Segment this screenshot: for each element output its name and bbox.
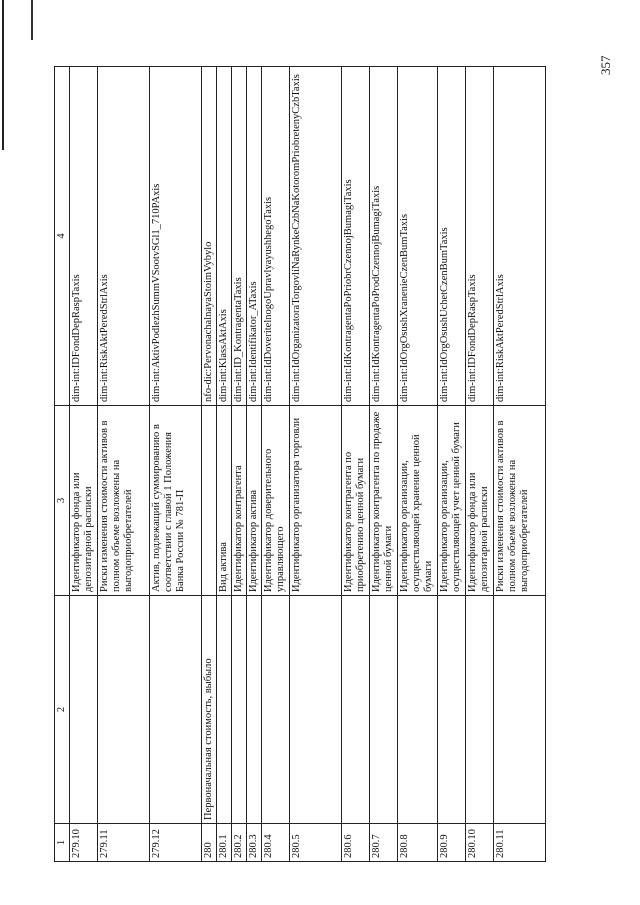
table-cell-description: Идентификатор контрагента (232, 406, 247, 596)
table-cell-dimension: dim-int:AktivPodlezhSummVSootvSGl1_710PAxis (150, 67, 202, 406)
table-cell-description: Идентификатор актива (247, 406, 262, 596)
table-row (290, 67, 342, 862)
table-row (98, 67, 150, 862)
table-cell-num: 280.9 (438, 824, 466, 862)
table-row (466, 67, 494, 862)
table-cell-description: Идентификатор организации, осуществляющей учет ценной бумаги (438, 406, 466, 596)
table-cell-dimension: dim-int:IdOrganizatoraTorgovliNaRynkeCzbNaKotoromPriobretenyCzbTaxis (290, 67, 342, 406)
table-cell-name (150, 596, 202, 824)
table-row (247, 67, 262, 862)
table-cell-dimension: dim-int:RiskAktPeredStrlAxis (98, 67, 150, 406)
table-cell-num: 279.11 (98, 824, 150, 862)
table-cell-name (70, 596, 98, 824)
table-cell-dimension: dim-int:IdOrgOsushXranenieCzenBumTaxis (398, 67, 438, 406)
table-cell-dimension: dim-int:IDFondDepRaspTaxis (70, 67, 98, 406)
table-cell-num: 280.1 (217, 824, 232, 862)
table-cell-description: Риски изменения стоимости активов в полном объеме возложены на выгодоприобретателей (98, 406, 150, 596)
table-row (150, 67, 202, 862)
table-cell-description: Идентификатор доверительного управляющего (262, 406, 290, 596)
table-row (494, 67, 546, 862)
table-row (398, 67, 438, 862)
table-cell-description: Идентификатор контрагента по продаже ценной бумаги (370, 406, 398, 596)
table-cell-name (247, 596, 262, 824)
table-cell-dimension: dim-int:IDFondDepRaspTaxis (466, 67, 494, 406)
table-cell-name (494, 596, 546, 824)
table-cell-num: 280 (202, 824, 217, 862)
table-row (342, 67, 370, 862)
document-table (54, 66, 546, 862)
table-cell-name (262, 596, 290, 824)
table-cell-num: 279.10 (70, 824, 98, 862)
table-body (70, 67, 546, 862)
table-cell-num: 280.7 (370, 824, 398, 862)
table-cell-num: 280.4 (262, 824, 290, 862)
table-cell-dimension: dim-int:ID_KontragentaTaxis (232, 67, 247, 406)
table-cell-dimension: dim-int:KlassAktAxis (217, 67, 232, 406)
table-cell-description: Идентификатор фонда или депозитарной расписки (466, 406, 494, 596)
binding-tick-mark (31, 0, 33, 40)
table-cell-dimension: dim-int:IdOrgOsushUchetCzenBumTaxis (438, 67, 466, 406)
table-cell-name (217, 596, 232, 824)
table-cell-dimension: dim-int:IdDoveritelnogoUpravlyayushhegoTaxis (262, 67, 290, 406)
column-header: 2 (55, 596, 70, 824)
table-cell-description: Вид актива (217, 406, 232, 596)
column-header: 1 (55, 824, 70, 862)
table-cell-dimension: dim-int:RiskAktPeredStrlAxis (494, 67, 546, 406)
column-header: 3 (55, 406, 70, 596)
table-row (438, 67, 466, 862)
table-cell-description: Риски изменения стоимости активов в полном объеме возложены на выгодоприобретателей (494, 406, 546, 596)
table-cell-num: 280.2 (232, 824, 247, 862)
table-row (232, 67, 247, 862)
table-cell-name (342, 596, 370, 824)
table-cell-num: 280.5 (290, 824, 342, 862)
table-cell-dimension: dim-int:IdKontragentaPoProdCzennojBumagiTaxis (370, 67, 398, 406)
table-cell-description (202, 406, 217, 596)
table-cell-num: 279.12 (150, 824, 202, 862)
table-cell-num: 280.3 (247, 824, 262, 862)
table-cell-name (290, 596, 342, 824)
table-cell-description: Идентификатор фонда или депозитарной расписки (70, 406, 98, 596)
table-cell-name (438, 596, 466, 824)
table-cell-description: Идентификатор организации, осуществляющей хранение ценной бумаги (398, 406, 438, 596)
table-cell-dimension: nfo-dic:PervonachalnayaStoimVybylo (202, 67, 217, 406)
table-cell-dimension: dim-int:IdKontragentaPoPriobrCzennojBumagiTaxis (342, 67, 370, 406)
table-cell-name (370, 596, 398, 824)
table-cell-num: 280.8 (398, 824, 438, 862)
table-row (217, 67, 232, 862)
page-number: 357 (598, 55, 613, 75)
table-cell-description: Актив, подлежащий суммированию в соответствии с главой 1 Положения Банка России № 781-П (150, 406, 202, 596)
table-row (262, 67, 290, 862)
table-cell-name: Первоначальная стоимость, выбыло (202, 596, 217, 824)
table-row (70, 67, 98, 862)
table-header-row (55, 67, 70, 862)
table-cell-num: 280.11 (494, 824, 546, 862)
table-cell-name (466, 596, 494, 824)
table-cell-num: 280.10 (466, 824, 494, 862)
table-row (370, 67, 398, 862)
binding-edge-mark (2, 0, 4, 150)
table-cell-dimension: dim-int:Identifikator_ATaxis (247, 67, 262, 406)
rotated-table-container (54, 67, 582, 862)
table-cell-name (98, 596, 150, 824)
column-header: 4 (55, 67, 70, 406)
table-cell-description: Идентификатор организатора торговли (290, 406, 342, 596)
table-cell-name (232, 596, 247, 824)
table-row (202, 67, 217, 862)
table-cell-name (398, 596, 438, 824)
table-cell-description: Идентификатор контрагента по приобретению ценной бумаги (342, 406, 370, 596)
table-cell-num: 280.6 (342, 824, 370, 862)
